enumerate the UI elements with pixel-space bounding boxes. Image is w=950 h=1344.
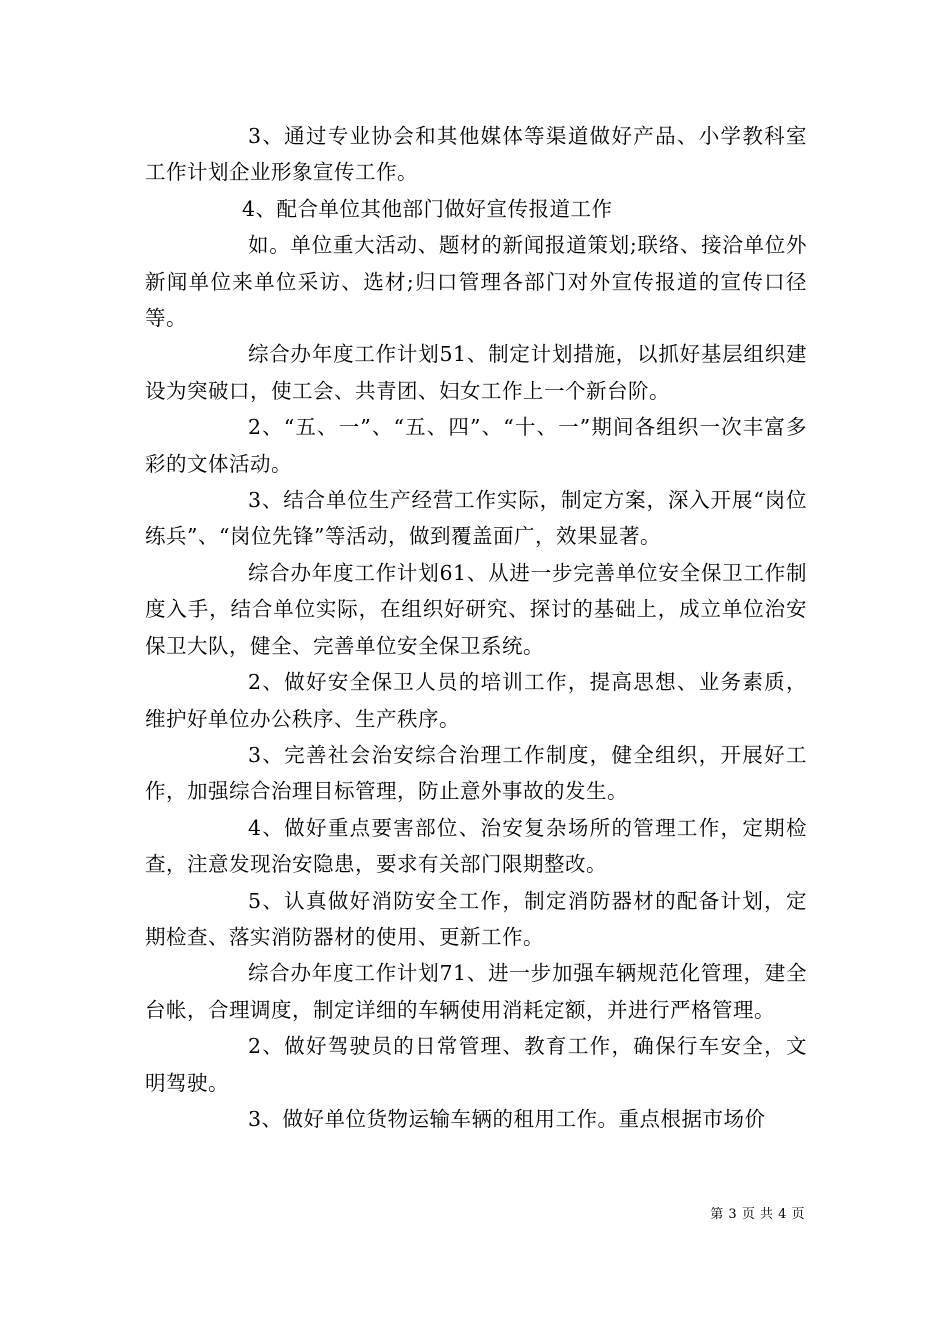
- paragraph: 4、配合单位其他部门做好宣传报道工作: [242, 196, 613, 221]
- paragraph: 3、做好单位货物运输车辆的租用工作。重点根据市场价: [248, 1106, 766, 1131]
- paragraph: 综合办年度工作计划51、制定计划措施，以抓好基层组织建设为突破口，使工会、共青团、妇女工作上一个新台阶。: [145, 342, 807, 403]
- paragraph: 2、“五、一”、“五、四”、“十、一”期间各组织一次丰富多彩的文体活动。: [145, 415, 807, 476]
- paragraph: 综合办年度工作计划71、进一步加强车辆规范化管理，建全台帐，合理调度，制定详细的车辆使用消耗定额，并进行严格管理。: [145, 961, 807, 1022]
- paragraph: 3、结合单位生产经营工作实际，制定方案，深入开展“岗位练兵”、“岗位先锋”等活动，做到覆盖面广，效果显著。: [145, 488, 807, 549]
- paragraph: 4、做好重点要害部位、治安复杂场所的管理工作，定期检查，注意发现治安隐患，要求有关部门限期整改。: [145, 815, 807, 877]
- paragraph: 综合办年度工作计划61、从进一步完善单位安全保卫工作制度入手，结合单位实际，在组织好研究、探讨的基础上，成立单位治安保卫大队，健全、完善单位安全保卫系统。: [145, 560, 807, 658]
- paragraph: 如。单位重大活动、题材的新闻报道策划;联络、接洽单位外新闻单位来单位采访、选材;归口管理各部门对外宣传报道的宣传口径等。: [145, 233, 807, 331]
- paragraph: 3、完善社会治安综合治理工作制度，健全组织，开展好工作，加强综合治理目标管理，防止意外事故的发生。: [145, 742, 807, 804]
- document-body: [145, 118, 807, 1137]
- page-number-footer: 第 3 页 共 4 页: [710, 1207, 805, 1222]
- paragraph: 2、做好安全保卫人员的培训工作，提高思想、业务素质，维护好单位办公秩序、生产秩序。: [145, 670, 807, 731]
- paragraph: 5、认真做好消防安全工作，制定消防器材的配备计划，定期检查、落实消防器材的使用、更新工作。: [145, 888, 807, 949]
- paragraph: 2、做好驾驶员的日常管理、教育工作，确保行车安全，文明驾驶。: [145, 1034, 807, 1095]
- paragraph: 3、通过专业协会和其他媒体等渠道做好产品、小学教科室工作计划企业形象宣传工作。: [145, 124, 807, 185]
